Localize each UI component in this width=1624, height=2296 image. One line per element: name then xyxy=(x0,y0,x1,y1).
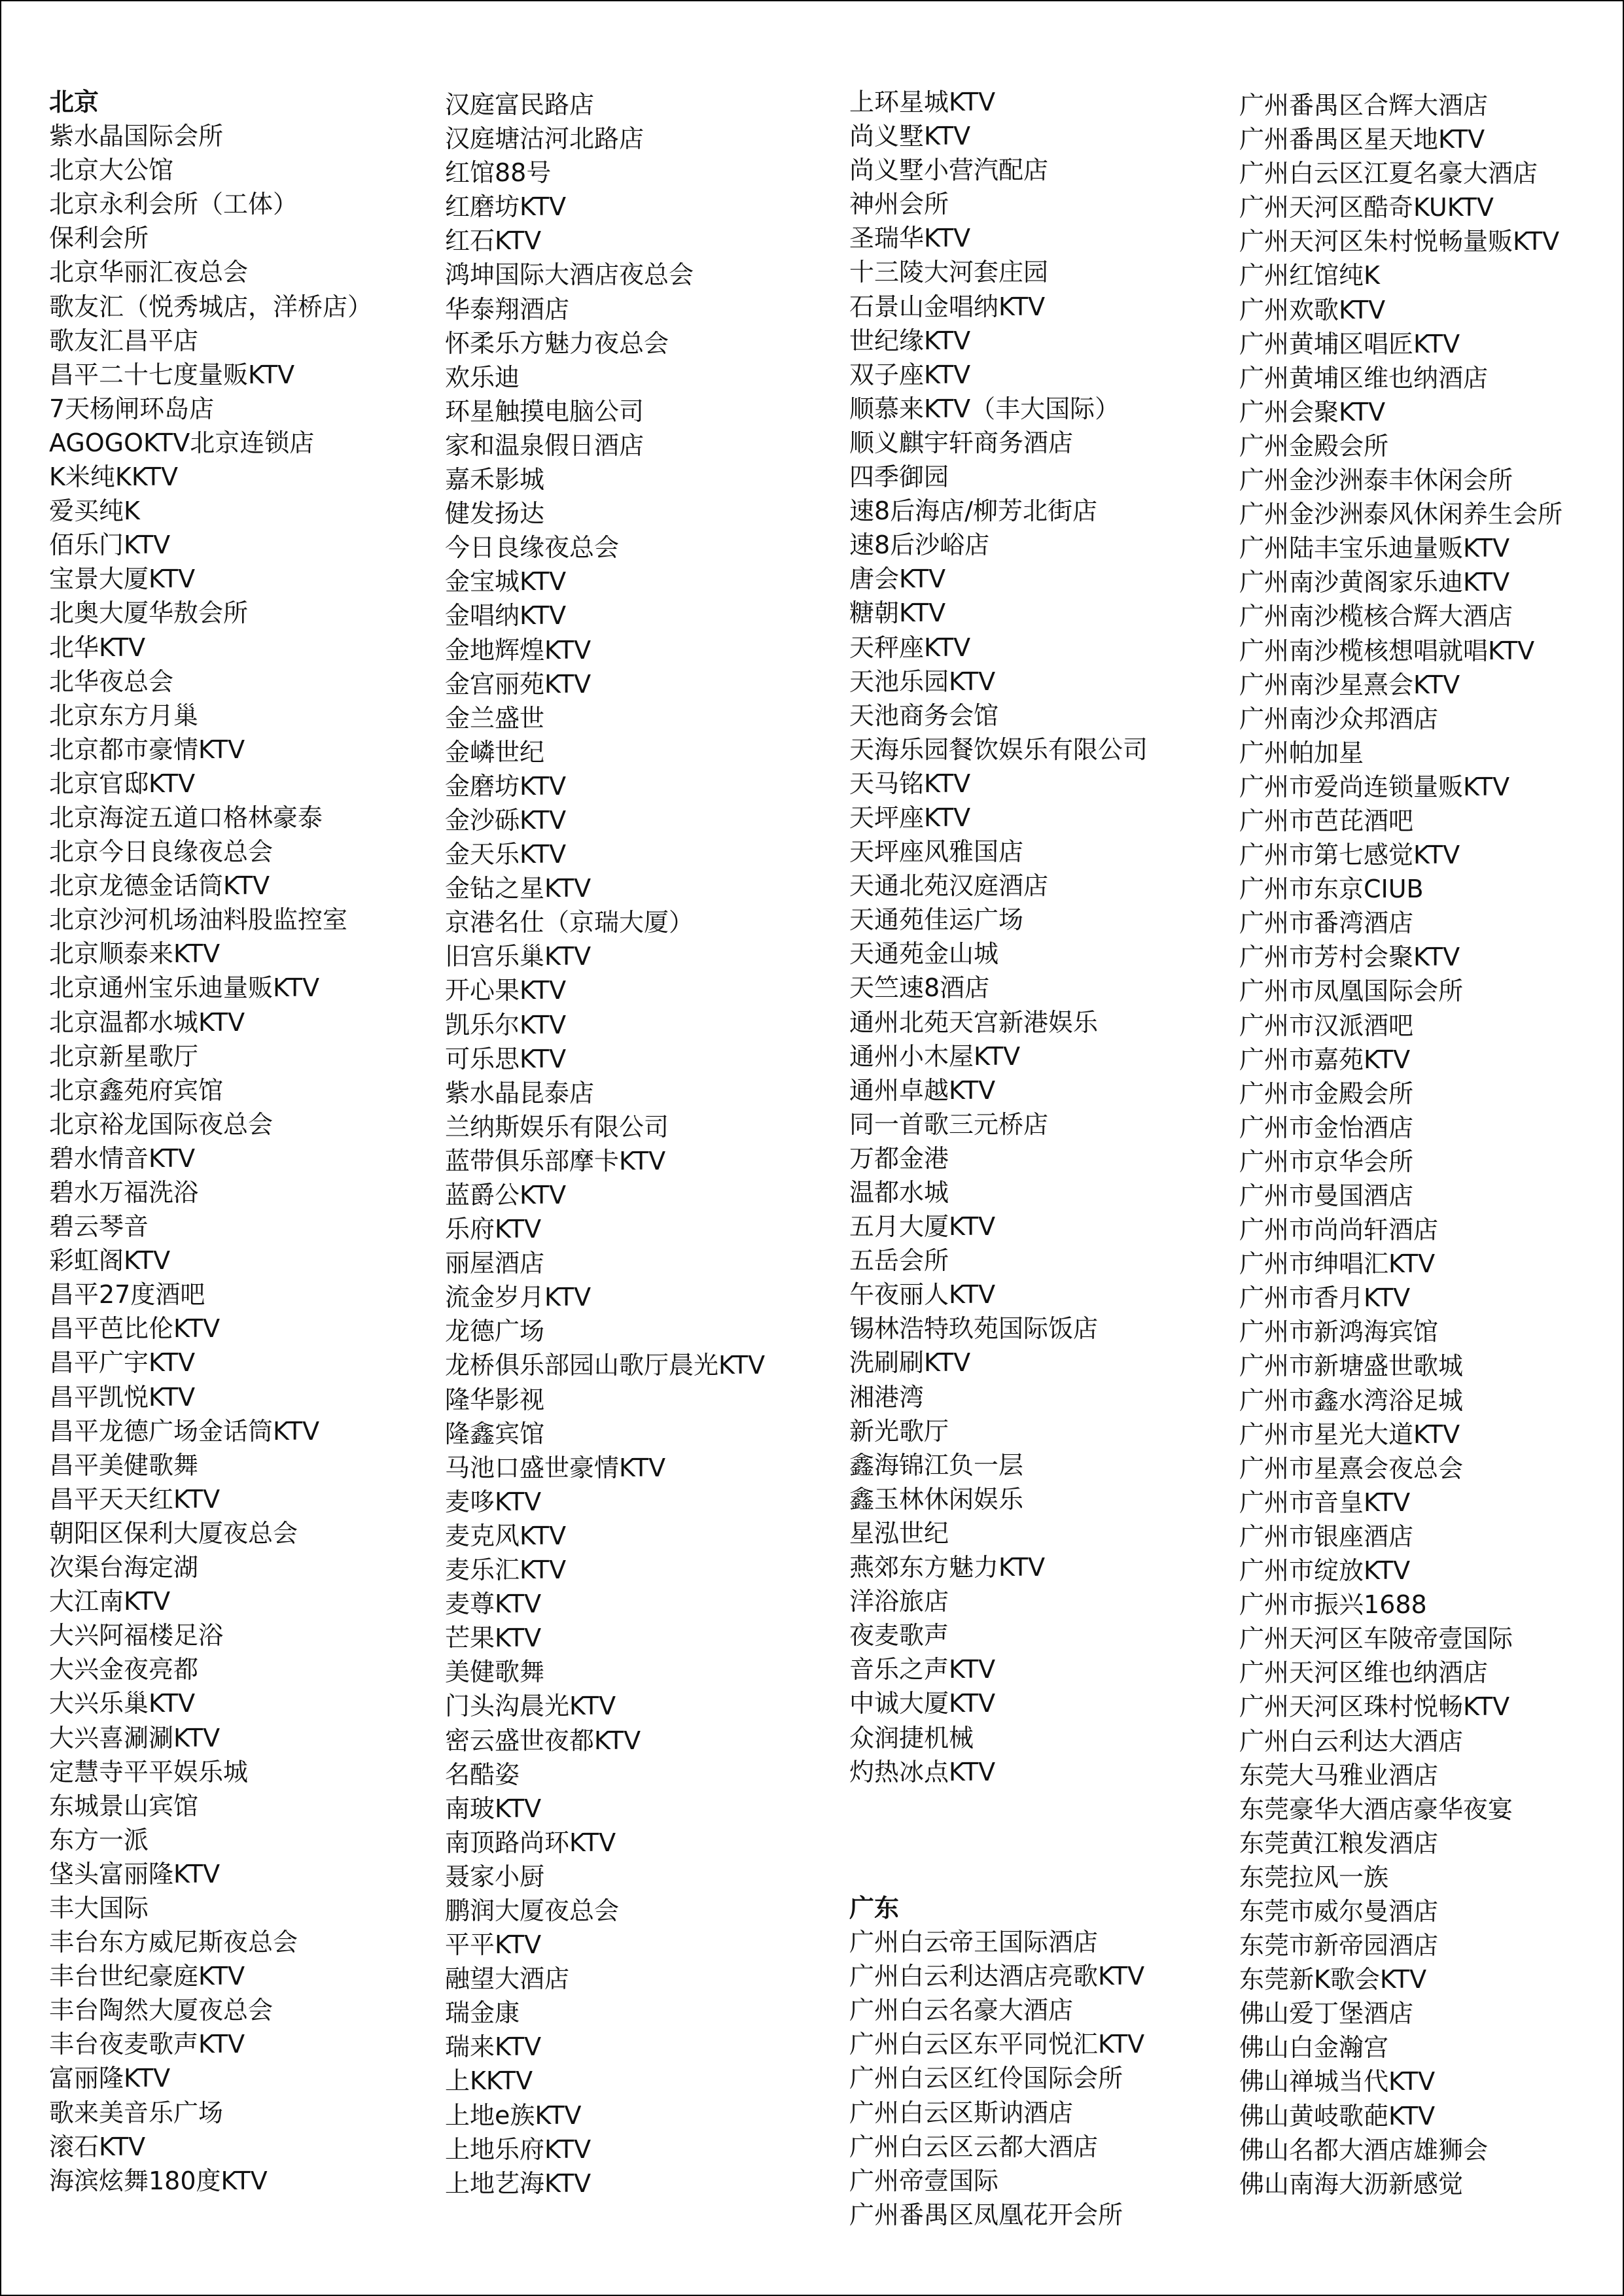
list-item: 东莞黄江粮发酒店 xyxy=(1239,1828,1439,1858)
list-item: 平平KTV xyxy=(445,1930,542,1960)
list-item: 上地乐府KTV xyxy=(445,2134,591,2164)
list-item: 朝阳区保利大厦夜总会 xyxy=(49,1518,298,1548)
list-item: 湘港湾 xyxy=(849,1382,925,1412)
venue-list xyxy=(49,119,435,2198)
list-item: 华泰翔酒店 xyxy=(445,294,570,324)
list-item: 四季御园 xyxy=(849,462,949,492)
list-item: 神州会所 xyxy=(849,190,949,219)
list-item: 广州帕加星 xyxy=(1239,738,1364,767)
list-item: 上KKTV xyxy=(445,2066,533,2096)
list-item: 金天乐KTV xyxy=(445,840,567,869)
list-item: 广州市曼国酒店 xyxy=(1239,1181,1414,1210)
list-item: 歌友汇昌平店 xyxy=(49,326,199,355)
column-3 xyxy=(849,85,1235,2232)
column-2 xyxy=(445,88,831,2200)
list-item: 昌平广宇KTV xyxy=(49,1348,196,1378)
list-item: 碧水万福洗浴 xyxy=(49,1178,199,1207)
list-item: 广州金沙洲泰丰休闲会所 xyxy=(1239,466,1513,495)
section-heading-beijing: 北京 xyxy=(49,88,99,116)
list-item: 融望大酒店 xyxy=(445,1964,570,1994)
list-item: 天竺速8酒店 xyxy=(849,973,990,1003)
list-item: 汉庭塘沽河北路店 xyxy=(445,124,644,154)
list-item: 大兴金夜亮都 xyxy=(49,1655,199,1684)
list-item: 佰乐门KTV xyxy=(49,531,171,560)
list-item: 糖朝KTV xyxy=(849,599,946,628)
list-item: 丰台世纪豪庭KTV xyxy=(49,1962,245,1991)
list-item: 龙德广场 xyxy=(445,1317,545,1346)
list-item: 天坪座风雅国店 xyxy=(849,837,1024,867)
list-item: 今日良缘夜总会 xyxy=(445,533,620,563)
list-item: 鸿坤国际大酒店夜总会 xyxy=(445,260,694,290)
list-item: 昌平27度酒吧 xyxy=(49,1280,205,1310)
list-item: 大兴乐巢KTV xyxy=(49,1689,196,1718)
list-item: 次渠台海定湖 xyxy=(49,1553,199,1582)
venue-list xyxy=(849,1925,1235,2232)
list-item: 速8后海店/柳芳北街店 xyxy=(849,496,1097,526)
list-item: 广州市东京CIUB xyxy=(1239,875,1424,904)
list-item: 北京永利会所（工体） xyxy=(49,190,298,219)
list-item: 广州会聚KTV xyxy=(1239,397,1386,426)
list-item: 丰台陶然大厦夜总会 xyxy=(49,1996,274,2025)
list-item: AGOGOKTV北京连锁店 xyxy=(49,428,315,457)
list-item: 家和温泉假日酒店 xyxy=(445,430,644,460)
list-item: 聂家小厨 xyxy=(445,1862,545,1891)
list-item: 金兰盛世 xyxy=(445,703,545,733)
list-item: 天马铭KTV xyxy=(849,769,971,798)
list-item: 紫水晶昆泰店 xyxy=(445,1078,595,1107)
list-item: 兰纳斯娱乐有限公司 xyxy=(445,1112,669,1141)
list-item: 垡头富丽隆KTV xyxy=(49,1859,221,1888)
list-item: 北京新星歌厅 xyxy=(49,1041,199,1071)
list-item: 广州市嘉苑KTV xyxy=(1239,1045,1411,1074)
list-item: 东莞新K歌会KTV xyxy=(1239,1965,1427,1994)
list-item: 东城景山宾馆 xyxy=(49,1791,199,1820)
list-item: 星泓世纪 xyxy=(849,1518,949,1548)
venue-list xyxy=(445,88,831,2200)
list-item: 佛山白金瀚宫 xyxy=(1239,2033,1389,2062)
list-item: 丽屋酒店 xyxy=(445,1249,545,1278)
list-item: 金宝城KTV xyxy=(445,567,567,597)
list-item: 麦乐汇KTV xyxy=(445,1556,567,1585)
list-item: 北京东方月巢 xyxy=(49,701,199,730)
column-beijing xyxy=(49,85,435,2198)
list-item: 天池商务会馆 xyxy=(849,701,999,730)
list-item: 广州白云利达酒店亮歌KTV xyxy=(849,1962,1145,1991)
list-item: 夜麦歌声 xyxy=(849,1621,949,1650)
list-item: 广州南沙榄核合辉大酒店 xyxy=(1239,602,1513,631)
list-item: 广州市芭芘酒吧 xyxy=(1239,806,1414,835)
list-item: 广州天河区酷奇KUKTV xyxy=(1239,193,1494,222)
list-item: 开心果KTV xyxy=(445,976,567,1005)
list-item: 洋浴旅店 xyxy=(849,1587,949,1616)
list-item: 北奥大厦华敖会所 xyxy=(49,599,249,628)
list-item: 蓝带俱乐部摩卡KTV xyxy=(445,1146,666,1175)
list-item: 广州白云名豪大酒店 xyxy=(849,1996,1074,2025)
list-item: 广州市绽放KTV xyxy=(1239,1556,1411,1586)
list-item: 北京都市豪情KTV xyxy=(49,735,245,764)
list-item: 富丽隆KTV xyxy=(49,2064,171,2093)
list-item: 门头沟晨光KTV xyxy=(445,1692,616,1721)
list-item: 鑫海锦江负一层 xyxy=(849,1450,1024,1480)
list-item: 广州市振兴1688 xyxy=(1239,1590,1427,1620)
list-item: 瑞金康 xyxy=(445,1998,520,2028)
list-item: 金磨坊KTV xyxy=(445,771,567,801)
list-item: 美健歌舞 xyxy=(445,1658,545,1687)
list-item: 广州金沙洲泰风休闲养生会所 xyxy=(1239,500,1563,529)
list-item: 石景山金唱纳KTV xyxy=(849,292,1046,321)
list-item: 北京海淀五道口格林豪泰 xyxy=(49,803,323,832)
list-item: 天通苑佳运广场 xyxy=(849,905,1024,935)
list-item: 昌平天天红KTV xyxy=(49,1484,221,1514)
list-item: 金唱纳KTV xyxy=(445,601,567,631)
list-item: 广州白云帝王国际酒店 xyxy=(849,1928,1099,1957)
list-item: 昌平龙德广场金话筒KTV xyxy=(49,1416,320,1446)
list-item: 广州白云利达大酒店 xyxy=(1239,1726,1464,1756)
list-item: 北京龙德金话筒KTV xyxy=(49,871,270,901)
list-item: 歌友汇（悦秀城店，洋桥店） xyxy=(49,292,373,321)
list-item: 广州黄埔区维也纳酒店 xyxy=(1239,363,1489,392)
list-item: 尚义墅KTV xyxy=(849,122,971,151)
list-item: 广州市星光大道KTV xyxy=(1239,1419,1460,1449)
list-item: 广州市番湾酒店 xyxy=(1239,909,1414,938)
list-item: 世纪缘KTV xyxy=(849,326,971,355)
list-item: 定慧寺平平娱乐城 xyxy=(49,1757,249,1786)
list-item: 东莞市威尔曼酒店 xyxy=(1239,1896,1439,1926)
list-item: 北京今日良缘夜总会 xyxy=(49,837,274,867)
list-item: 海滨炫舞180度KTV xyxy=(49,2166,268,2195)
list-item: 十三陵大河套庄园 xyxy=(849,258,1049,287)
list-item: 北京华丽汇夜总会 xyxy=(49,258,249,287)
list-item: 广州南沙星熹会KTV xyxy=(1239,670,1460,699)
list-item: 北京官邸KTV xyxy=(49,769,196,798)
list-item: 大江南KTV xyxy=(49,1587,171,1616)
list-item: 广州市爱尚连锁量贩KTV xyxy=(1239,772,1510,801)
list-item: 东方一派 xyxy=(49,1825,149,1854)
list-item: 广州白云区云都大酒店 xyxy=(849,2132,1099,2161)
list-item: 汉庭富民路店 xyxy=(445,90,595,119)
list-item: 丰台东方威尼斯夜总会 xyxy=(49,1928,298,1957)
list-item: 广州黄埔区唱匠KTV xyxy=(1239,329,1460,358)
list-item: 双子座KTV xyxy=(849,360,971,389)
list-item: 五岳会所 xyxy=(849,1246,949,1276)
list-item: 广州番禺区星天地KTV xyxy=(1239,125,1485,154)
list-item: 天通苑金山城 xyxy=(849,939,999,969)
list-item: 天秤座KTV xyxy=(849,633,971,662)
list-item: 南玻KTV xyxy=(445,1794,542,1823)
list-item: 速8后沙峪店 xyxy=(849,531,990,560)
list-item: 旧宫乐巢KTV xyxy=(445,942,591,971)
list-item: 圣瑞华KTV xyxy=(849,224,971,253)
list-item: 保利会所 xyxy=(49,224,149,253)
list-item: 广州南沙榄核想唱就唱KTV xyxy=(1239,636,1535,665)
list-item: 丰台夜麦歌声KTV xyxy=(49,2030,245,2059)
list-item: 广州市绅唱汇KTV xyxy=(1239,1249,1436,1279)
list-item: 温都水城 xyxy=(849,1178,949,1207)
list-item: 广州帝壹国际 xyxy=(849,2166,999,2195)
list-item: 昌平芭比伦KTV xyxy=(49,1314,221,1344)
list-item: 凯乐尔KTV xyxy=(445,1010,567,1039)
list-item: 广州市第七感觉KTV xyxy=(1239,841,1460,870)
list-item: 燕郊东方魅力KTV xyxy=(849,1553,1046,1582)
list-item: 上地艺海KTV xyxy=(445,2168,591,2198)
list-item: 北京通州宝乐迪量贩KTV xyxy=(49,973,320,1003)
list-item: 广州天河区车陂帝壹国际 xyxy=(1239,1624,1513,1654)
list-item: 京港名仕（京瑞大厦） xyxy=(445,908,694,937)
list-item: 广州天河区珠村悦畅KTV xyxy=(1239,1692,1510,1722)
list-item: 鑫玉林休闲娱乐 xyxy=(849,1484,1024,1514)
list-item: 北京大公馆 xyxy=(49,156,174,185)
list-item: 丰大国际 xyxy=(49,1893,149,1922)
list-item: 可乐思KTV xyxy=(445,1044,567,1073)
list-item: 隆华影视 xyxy=(445,1385,545,1414)
list-item: 金地辉煌KTV xyxy=(445,635,591,665)
list-item: 大兴喜涮涮KTV xyxy=(49,1723,221,1752)
list-item: 北华KTV xyxy=(49,633,146,662)
list-item: 上环星城KTV xyxy=(849,88,996,116)
list-item: 蓝爵公KTV xyxy=(445,1181,567,1209)
list-item: 彩虹阁KTV xyxy=(49,1246,171,1276)
list-item: 北京裕龙国际夜总会 xyxy=(49,1109,274,1139)
list-item: 大兴阿福楼足浴 xyxy=(49,1621,224,1650)
list-item: 北华夜总会 xyxy=(49,667,174,696)
list-item: 广州金殿会所 xyxy=(1239,431,1389,461)
list-item: 广州市音皇KTV xyxy=(1239,1487,1411,1517)
list-item: 中诚大厦KTV xyxy=(849,1689,996,1718)
list-item: 北京鑫苑府宾馆 xyxy=(49,1075,224,1105)
list-item: 环星触摸电脑公司 xyxy=(445,396,644,426)
list-item: 天海乐园餐饮娱乐有限公司 xyxy=(849,735,1148,764)
list-item: 隆鑫宾馆 xyxy=(445,1419,545,1448)
list-item: 通州北苑天宫新港娱乐 xyxy=(849,1007,1099,1037)
list-item: 广州市金怡酒店 xyxy=(1239,1113,1414,1142)
list-item: 昌平美健歌舞 xyxy=(49,1450,199,1480)
list-item: 万都金港 xyxy=(849,1143,949,1173)
list-item: 音乐之声KTV xyxy=(849,1655,996,1684)
list-item: 上地e族KTV xyxy=(445,2100,582,2130)
list-item: 怀柔乐方魅力夜总会 xyxy=(445,328,669,358)
list-item: 广州欢歌KTV xyxy=(1239,295,1386,324)
venue-list xyxy=(1239,88,1624,2201)
list-item: 广州市新鸿海宾馆 xyxy=(1239,1317,1439,1347)
list-item: 顺慕来KTV（丰大国际） xyxy=(849,394,1120,423)
list-item: 广州市香月KTV xyxy=(1239,1283,1411,1313)
list-item: 南顶路尚环KTV xyxy=(445,1828,616,1857)
list-item: 天坪座KTV xyxy=(849,803,971,832)
list-item: 广州市星熹会夜总会 xyxy=(1239,1453,1464,1483)
list-item: 流金岁月KTV xyxy=(445,1283,591,1312)
list-item: 广州市尚尚轩酒店 xyxy=(1239,1215,1439,1245)
list-item: 天池乐园KTV xyxy=(849,667,996,696)
list-item: 广州红馆纯K xyxy=(1239,261,1380,290)
list-item: 7天杨闸环岛店 xyxy=(49,394,215,423)
list-item: 广州白云区江夏名豪大酒店 xyxy=(1239,159,1538,188)
list-item: 广州市京华会所 xyxy=(1239,1147,1414,1176)
list-item: 广州市金殿会所 xyxy=(1239,1079,1414,1108)
list-item: 佛山禅城当代KTV xyxy=(1239,2067,1436,2096)
list-item: 麦哆KTV xyxy=(445,1487,542,1516)
list-item: 广州天河区维也纳酒店 xyxy=(1239,1658,1489,1688)
list-item: 佛山南海大沥新感觉 xyxy=(1239,2169,1464,2199)
list-item: 昌平二十七度量贩KTV xyxy=(49,360,295,389)
list-item: 密云盛世夜都KTV xyxy=(445,1726,641,1755)
list-item: 众润捷机械 xyxy=(849,1723,974,1752)
list-item: 欢乐迪 xyxy=(445,362,520,392)
list-item: 广州南沙众邦酒店 xyxy=(1239,704,1439,733)
list-item: 歌来美音乐广场 xyxy=(49,2098,224,2127)
list-item: 佛山名都大酒店雄狮会 xyxy=(1239,2135,1489,2165)
list-item: 广州市新塘盛世歌城 xyxy=(1239,1351,1464,1381)
list-item: 碧水情音KTV xyxy=(49,1143,196,1173)
section-heading-guangdong: 广东 xyxy=(849,1893,900,1922)
list-item: K米纯KKTV xyxy=(49,462,179,492)
list-item: 天通北苑汉庭酒店 xyxy=(849,871,1049,901)
list-item: 洗刷刷KTV xyxy=(849,1348,971,1378)
list-item: 芒果KTV xyxy=(445,1624,542,1653)
list-item: 广州市汉派酒吧 xyxy=(1239,1011,1414,1040)
list-item: 东莞市新帝园酒店 xyxy=(1239,1931,1439,1960)
list-item: 广州白云区斯讷酒店 xyxy=(849,2098,1074,2127)
list-item: 名酷姿 xyxy=(445,1760,520,1789)
list-item: 东莞拉风一族 xyxy=(1239,1862,1389,1892)
list-item: 广州市鑫水湾浴足城 xyxy=(1239,1385,1464,1415)
list-item: 灼热冰点KTV xyxy=(849,1757,996,1786)
list-item: 碧云琴音 xyxy=(49,1212,149,1242)
list-item: 紫水晶国际会所 xyxy=(49,122,224,151)
list-item: 同一首歌三元桥店 xyxy=(849,1109,1049,1139)
list-item: 广州天河区朱村悦畅量贩KTV xyxy=(1239,227,1560,256)
list-item: 广州番禺区合辉大酒店 xyxy=(1239,91,1489,120)
list-item: 东莞豪华大酒店豪华夜宴 xyxy=(1239,1794,1513,1824)
list-item: 金宫丽苑KTV xyxy=(445,669,591,699)
list-item: 鹏润大厦夜总会 xyxy=(445,1896,620,1925)
list-item: 北京沙河机场油料股监控室 xyxy=(49,905,348,935)
list-item: 健发扬达 xyxy=(445,499,545,529)
list-item: 嘉禾影城 xyxy=(445,465,545,495)
list-item: 锡林浩特玖苑国际饭店 xyxy=(849,1314,1099,1344)
list-item: 滚石KTV xyxy=(49,2132,146,2161)
list-item: 乐府KTV xyxy=(445,1215,542,1244)
list-item: 午夜丽人KTV xyxy=(849,1280,996,1310)
list-item: 广州白云区红伶国际会所 xyxy=(849,2064,1123,2093)
list-item: 红馆88号 xyxy=(445,158,552,188)
list-item: 瑞来KTV xyxy=(445,2032,542,2062)
list-item: 顺义麒宇轩商务酒店 xyxy=(849,428,1074,457)
list-item: 五月大厦KTV xyxy=(849,1212,996,1242)
list-item: 广州市芳村会聚KTV xyxy=(1239,943,1460,972)
list-item: 金钻之星KTV xyxy=(445,874,591,903)
section-gap xyxy=(849,1789,1235,1891)
list-item: 广州市凤凰国际会所 xyxy=(1239,977,1464,1006)
list-item: 唐会KTV xyxy=(849,565,946,594)
list-item: 北京温都水城KTV xyxy=(49,1007,245,1037)
list-item: 马池口盛世豪情KTV xyxy=(445,1453,666,1482)
list-item: 东莞大马雅业酒店 xyxy=(1239,1760,1439,1790)
list-item: 通州卓越KTV xyxy=(849,1075,996,1105)
list-item: 广州南沙黄阁家乐迪KTV xyxy=(1239,568,1510,597)
column-4 xyxy=(1239,88,1624,2201)
list-item: 红磨坊KTV xyxy=(445,192,567,222)
list-item: 广州白云区东平同悦汇KTV xyxy=(849,2030,1145,2059)
list-item: 新光歌厅 xyxy=(849,1416,949,1446)
list-item: 广州市银座酒店 xyxy=(1239,1522,1414,1551)
venue-list xyxy=(849,85,1235,1789)
list-item: 爱买纯K xyxy=(49,496,140,526)
list-item: 佛山黄岐歌葩KTV xyxy=(1239,2101,1436,2131)
list-item: 金沙砾KTV xyxy=(445,805,567,835)
list-item: 广州番禺区凤凰花开会所 xyxy=(849,2200,1123,2229)
list-item: 北京顺泰来KTV xyxy=(49,939,221,969)
list-item: 麦克风KTV xyxy=(445,1521,567,1550)
list-item: 佛山爱丁堡酒店 xyxy=(1239,1999,1414,2028)
list-item: 尚义墅小营汽配店 xyxy=(849,156,1049,185)
list-item: 通州小木屋KTV xyxy=(849,1041,1021,1071)
list-item: 广州陆丰宝乐迪量贩KTV xyxy=(1239,534,1510,563)
list-item: 麦尊KTV xyxy=(445,1590,542,1619)
list-item: 金嶙世纪 xyxy=(445,737,545,767)
list-item: 红石KTV xyxy=(445,226,542,256)
list-item: 宝景大厦KTV xyxy=(49,565,196,594)
list-item: 昌平凯悦KTV xyxy=(49,1382,196,1412)
list-item: 龙桥俱乐部园山歌厅晨光KTV xyxy=(445,1351,766,1380)
